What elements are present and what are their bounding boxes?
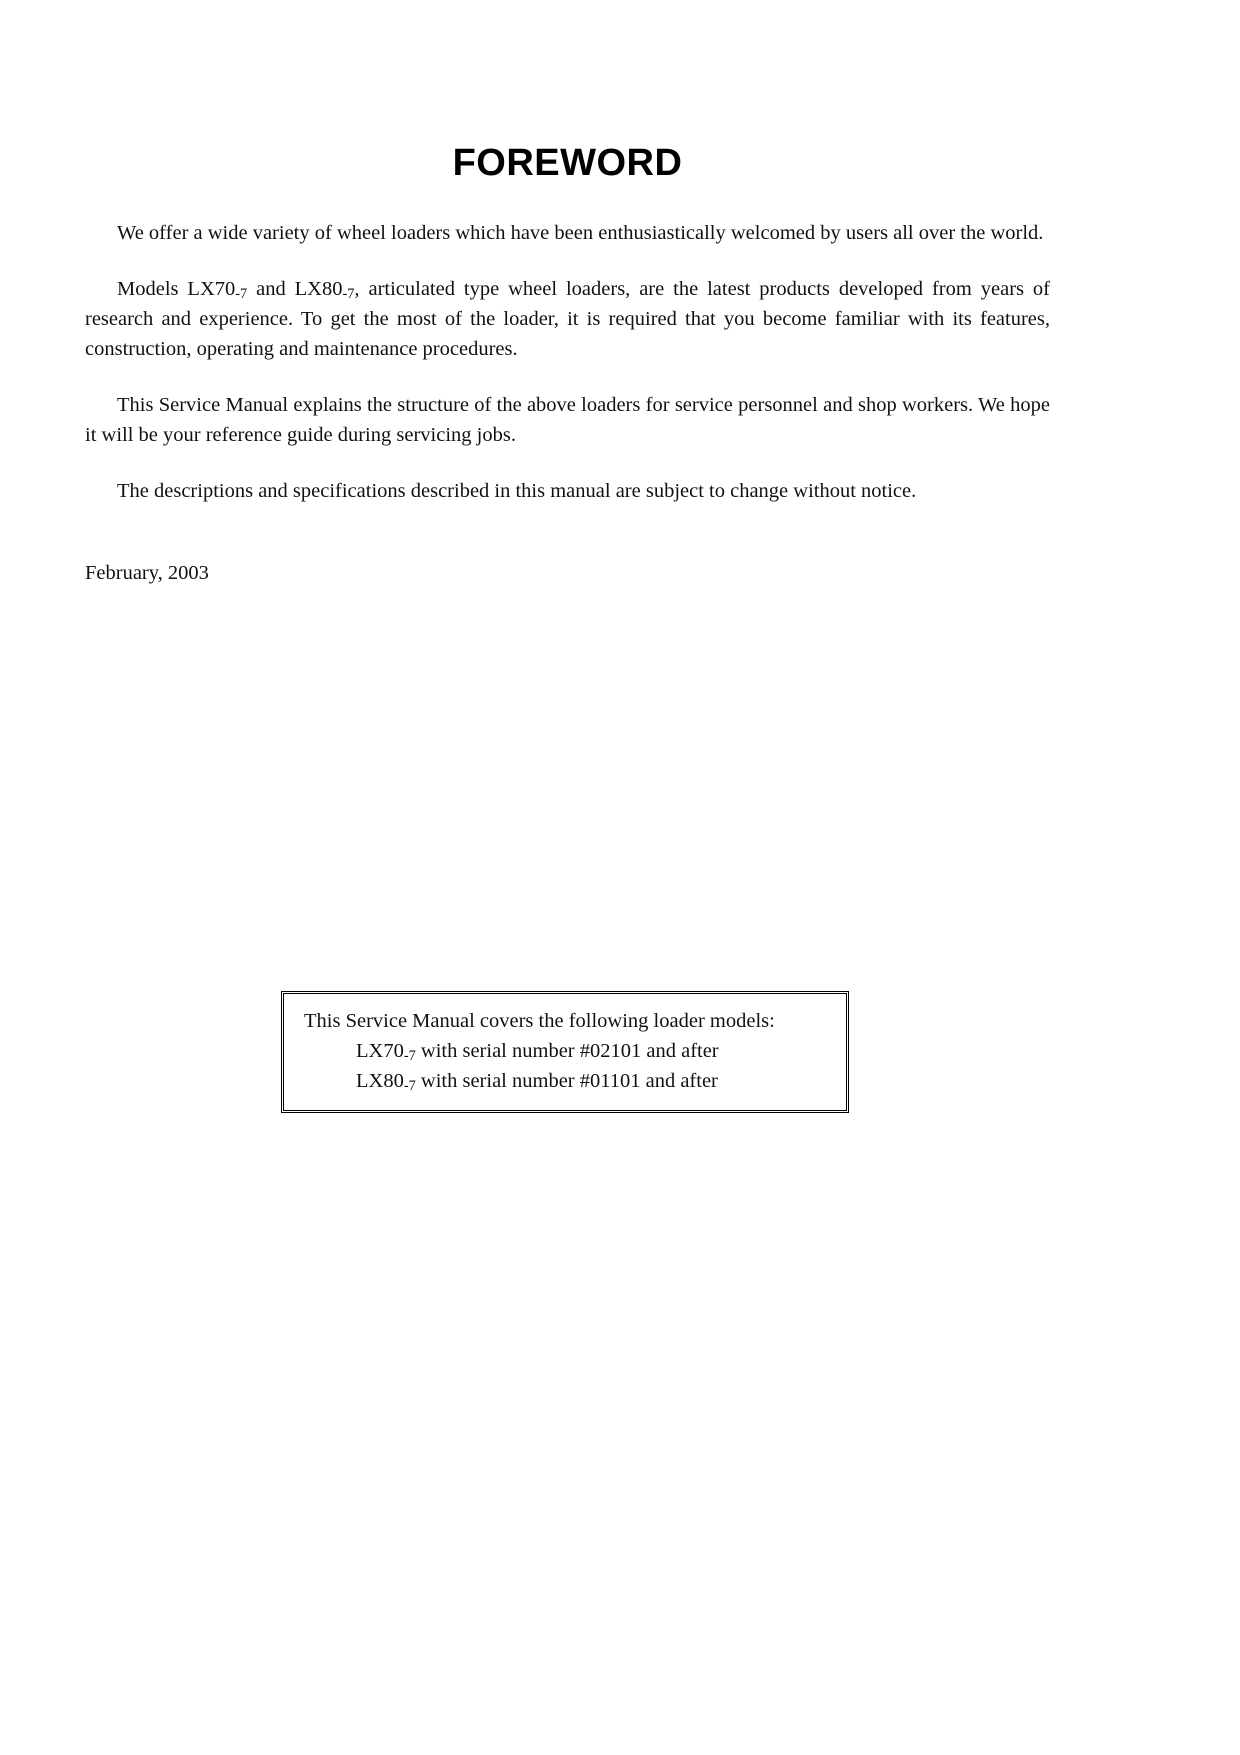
callout-model-lx70 — [294, 1036, 836, 1066]
callout-model1-name: LX70 — [356, 1040, 404, 1062]
paragraph-models — [85, 274, 1050, 364]
models-text-mid: and LX80 — [247, 278, 343, 300]
callout-model1-serial: with serial number #02101 and after — [415, 1040, 719, 1062]
callout-model2-serial: with serial number #01101 and after — [415, 1070, 718, 1092]
paragraph-intro: We offer a wide variety of wheel loaders which have been enthusiastically welcomed by users all over the world. — [117, 222, 1044, 244]
covered-models-box — [281, 991, 849, 1113]
page-title: FOREWORD — [452, 142, 683, 184]
callout-lead-text: This Service Manual covers the following loader models: — [304, 1010, 775, 1032]
callout-model1-suffix: -7 — [403, 1048, 416, 1065]
body-text-column — [85, 218, 1050, 506]
models-text-rest: , articulated type wheel loaders, are the latest products developed from years of research and experience. To get the most of the loader, it is required that you become familiar with its features, construction, operating and maintenance procedures. — [85, 278, 1050, 360]
callout-model-lx80 — [294, 1066, 836, 1096]
model-suffix-lx80: -7 — [342, 286, 355, 303]
model-suffix-lx70: -7 — [235, 286, 248, 303]
publication-date: February, 2003 — [85, 562, 209, 584]
paragraph-service-manual: This Service Manual explains the structure of the above loaders for service personnel and shop workers. We hope it will be your reference guide during servicing jobs. — [85, 394, 1050, 446]
paragraph-disclaimer: The descriptions and specifications described in this manual are subject to change without notice. — [117, 480, 917, 502]
callout-model2-name: LX80 — [356, 1070, 404, 1092]
callout-model2-suffix: -7 — [403, 1078, 416, 1095]
models-text-lead: Models LX70 — [117, 278, 236, 300]
